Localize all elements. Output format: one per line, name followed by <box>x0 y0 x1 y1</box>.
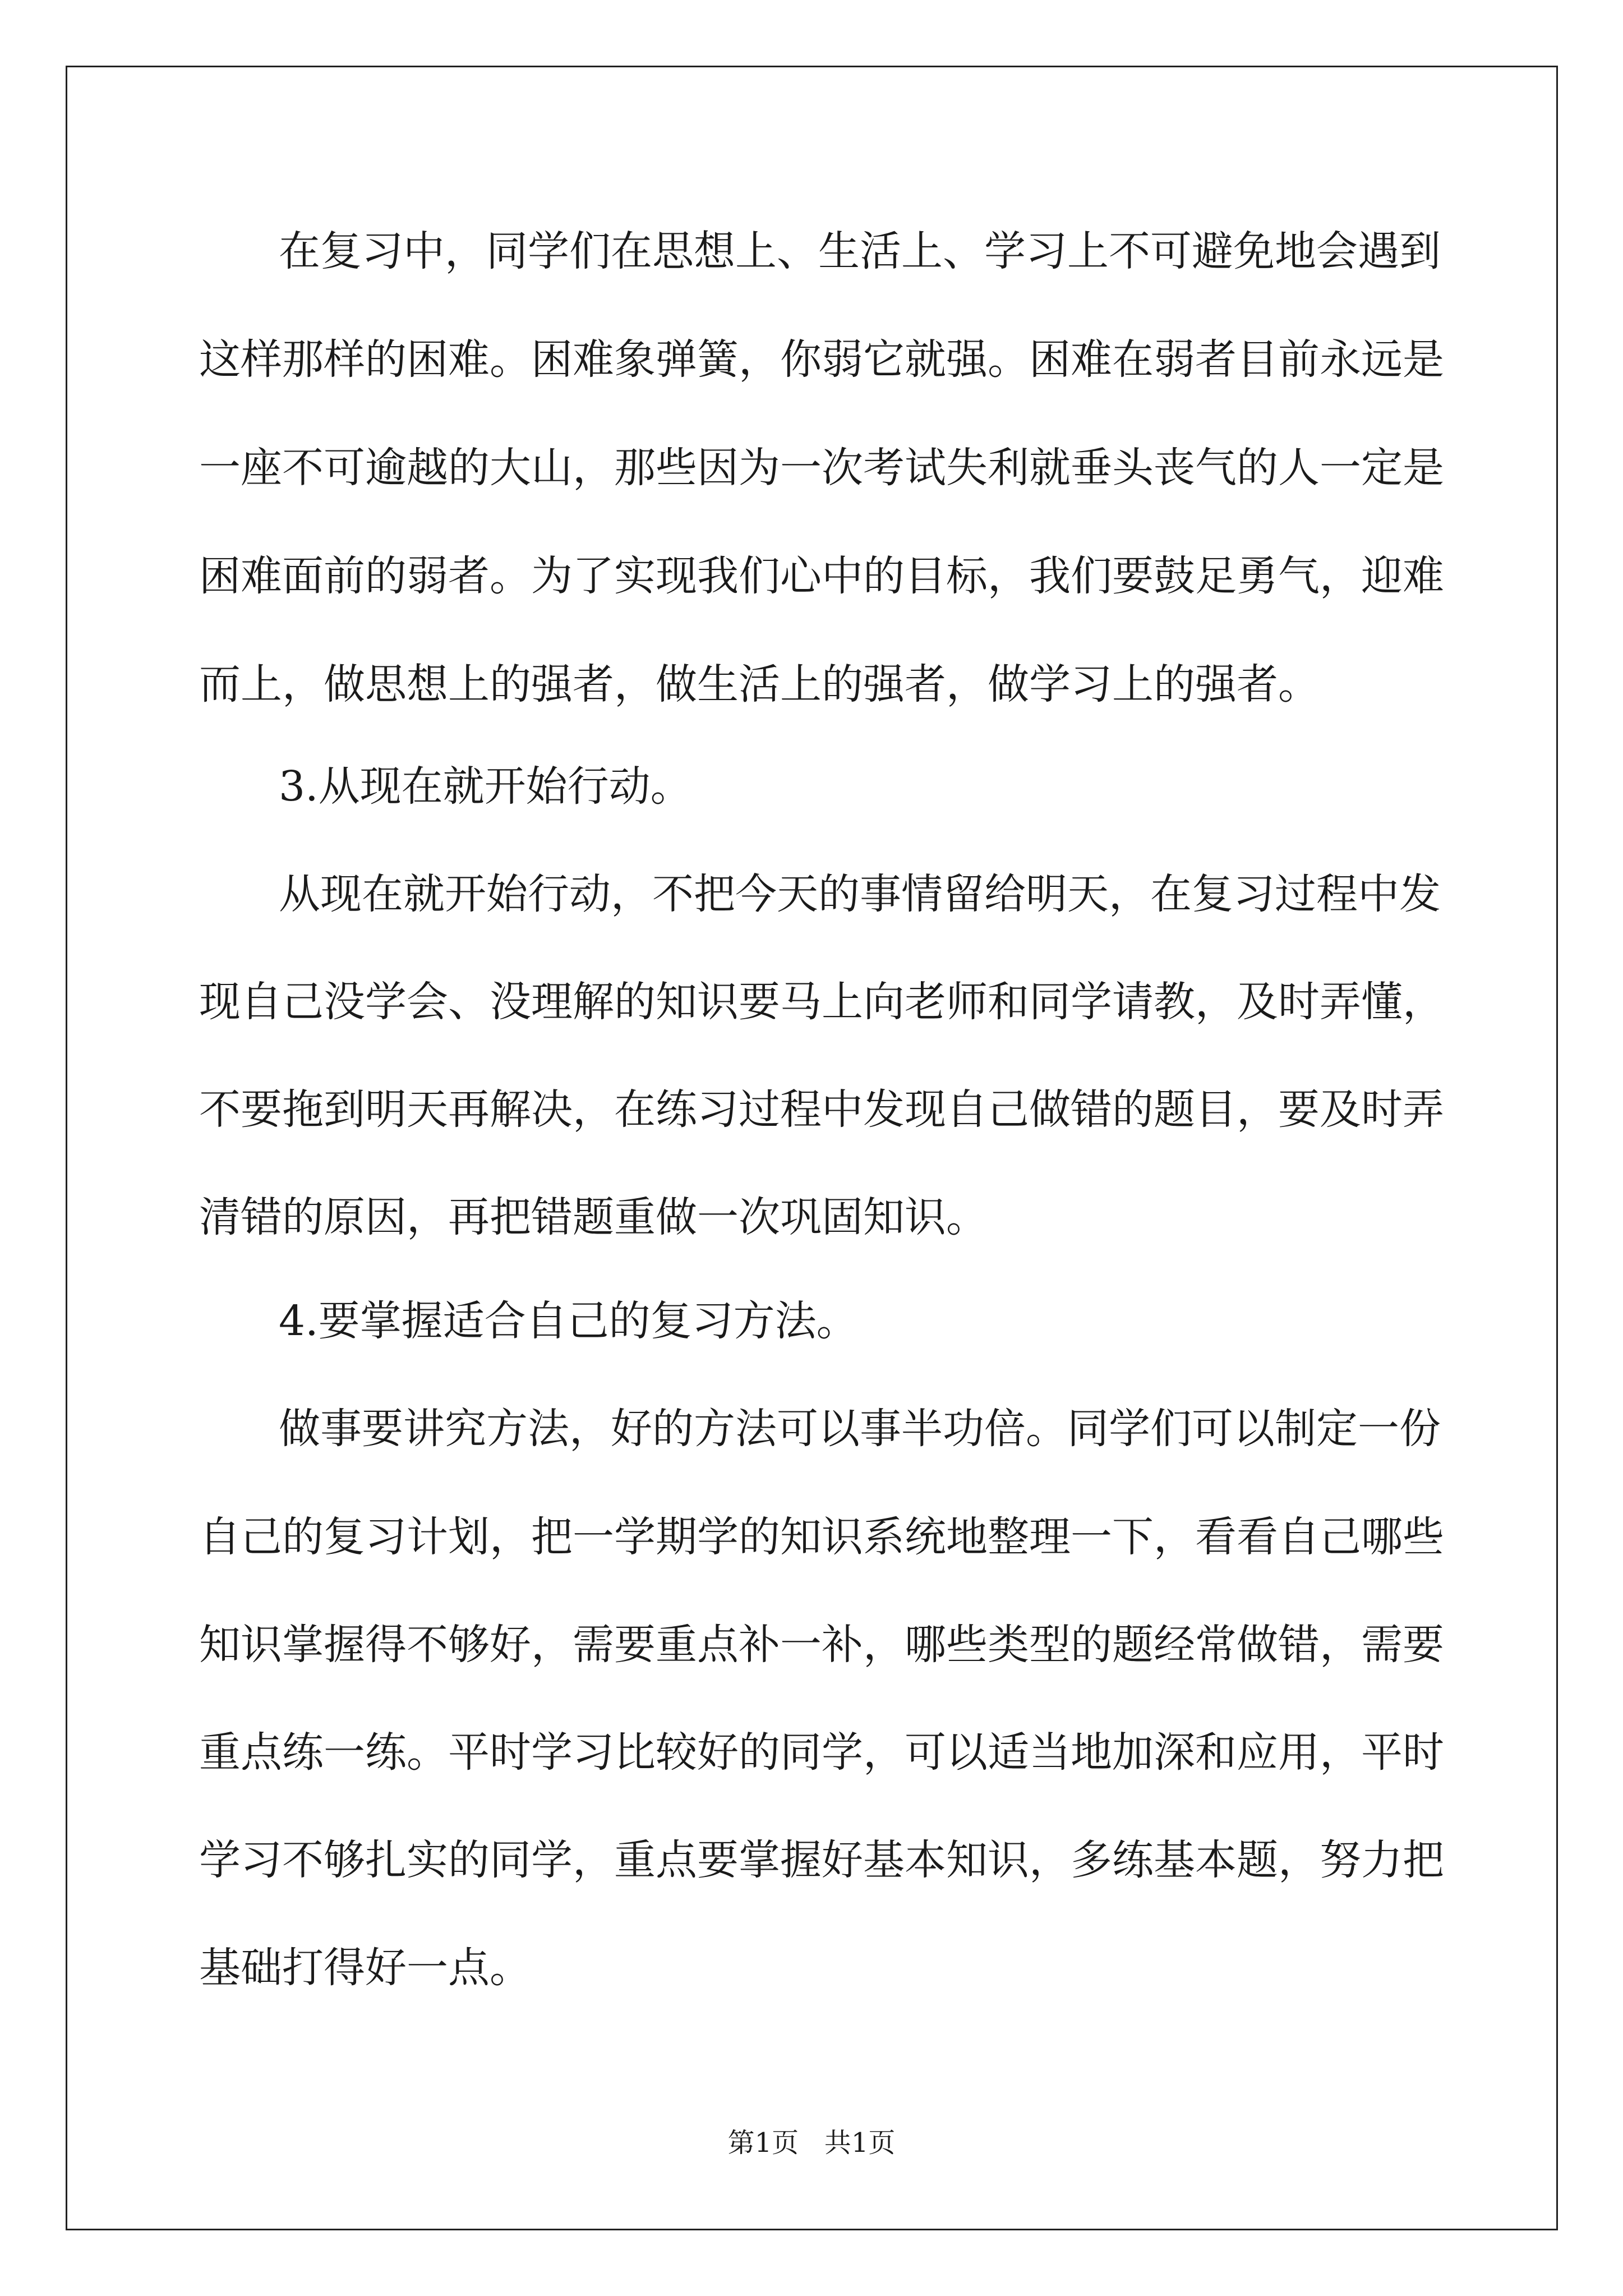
paragraph-1-line-3: 一座不可逾越的大山，那些因为一次考试失利就垂头丧气的人一定是 <box>199 444 1444 492</box>
page-footer <box>0 2123 1623 2162</box>
paragraph-3-line-2: 自己的复习计划，把一学期学的知识系统地整理一下，看看自己哪些 <box>199 1513 1444 1561</box>
paragraph-3-line-1: 做事要讲究方法，好的方法可以事半功倍。同学们可以制定一份 <box>279 1405 1441 1453</box>
paragraph-1-line-1: 在复习中，同学们在思想上、生活上、学习上不可避免地会遇到 <box>279 227 1441 275</box>
paragraph-3-line-3: 知识掌握得不够好，需要重点补一补，哪些类型的题经常做错，需要 <box>199 1621 1444 1669</box>
paragraph-2-line-1: 从现在就开始行动，不把今天的事情留给明天，在复习过程中发 <box>279 870 1441 918</box>
paragraph-2-line-3: 不要拖到明天再解决，在练习过程中发现自己做错的题目，要及时弄 <box>199 1085 1444 1134</box>
paragraph-3-line-4: 重点练一练。平时学习比较好的同学，可以适当地加深和应用，平时 <box>199 1728 1444 1777</box>
paragraph-3-line-5: 学习不够扎实的同学，重点要掌握好基本知识，多练基本题，努力把 <box>199 1836 1444 1884</box>
paragraph-2-line-4: 清错的原因，再把错题重做一次巩固知识。 <box>199 1193 988 1241</box>
page-number: 第1页 <box>727 2127 799 2159</box>
paragraph-1-line-5: 而上，做思想上的强者，做生活上的强者，做学习上的强者。 <box>199 660 1320 708</box>
heading-4: 4.要掌握适合自己的复习方法。 <box>279 1297 858 1345</box>
paragraph-2-line-2: 现自己没学会、没理解的知识要马上向老师和同学请教，及时弄懂， <box>199 978 1444 1026</box>
paragraph-3-line-6: 基础打得好一点。 <box>199 1944 531 1992</box>
page-total: 共1页 <box>824 2127 896 2159</box>
heading-3: 3.从现在就开始行动。 <box>279 762 692 811</box>
paragraph-1-line-4: 困难面前的弱者。为了实现我们心中的目标，我们要鼓足勇气，迎难 <box>199 552 1444 600</box>
paragraph-1-line-2: 这样那样的困难。困难象弹簧，你弱它就强。困难在弱者目前永远是 <box>199 335 1444 384</box>
